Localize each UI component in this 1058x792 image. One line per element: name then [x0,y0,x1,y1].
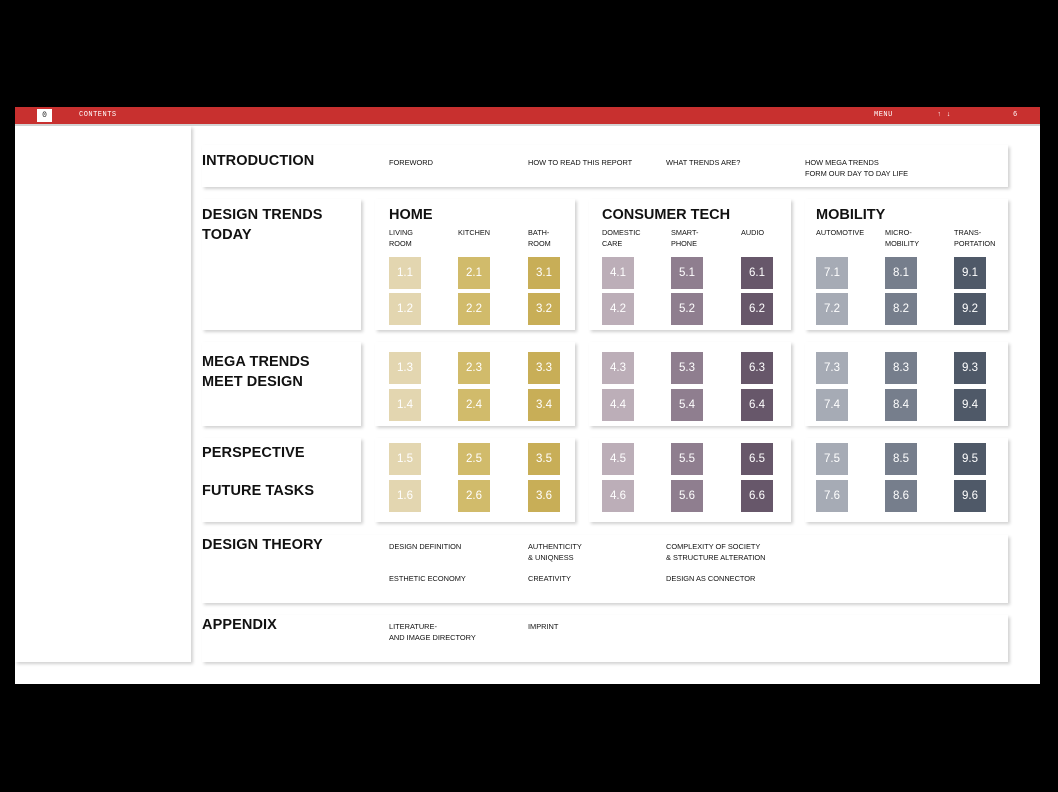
chapter-tile-8-2[interactable]: 8.2 [885,293,917,325]
link-how-mega-trends[interactable]: HOW MEGA TRENDS FORM OUR DAY TO DAY LIFE [805,158,909,178]
design-theory-row [202,535,1008,603]
menu-button[interactable]: MENU [874,111,893,119]
sub-audio[interactable]: AUDIO [741,228,765,237]
future-tasks-title[interactable]: FUTURE TASKS [202,483,315,499]
sidebar-panel [15,126,191,662]
page-number-badge[interactable]: 0 [37,109,52,122]
chapter-tile-7-6[interactable]: 7.6 [816,480,848,512]
chapter-tile-5-3[interactable]: 5.3 [671,352,703,384]
chapter-tile-7-3[interactable]: 7.3 [816,352,848,384]
chapter-tile-3-5[interactable]: 3.5 [528,443,560,475]
chapter-tile-8-4[interactable]: 8.4 [885,389,917,421]
contents-page [15,107,1040,684]
link-imprint[interactable]: IMPRINT [528,622,559,631]
sub-kitchen[interactable]: KITCHEN [458,228,491,237]
link-design-definition[interactable]: DESIGN DEFINITION [389,542,462,551]
chapter-tile-9-3[interactable]: 9.3 [954,352,986,384]
perspective-title[interactable]: PERSPECTIVE [202,445,305,461]
chapter-tile-7-1[interactable]: 7.1 [816,257,848,289]
chapter-tile-1-6[interactable]: 1.6 [389,480,421,512]
link-complexity-of-society[interactable]: COMPLEXITY OF SOCIETY & STRUCTURE ALTERATION [666,542,766,562]
mega-trends-title[interactable]: MEGA TRENDS MEET DESIGN [202,354,310,390]
chapter-tile-5-4[interactable]: 5.4 [671,389,703,421]
chapter-tile-3-3[interactable]: 3.3 [528,352,560,384]
chapter-tile-3-2[interactable]: 3.2 [528,293,560,325]
link-esthetic-economy[interactable]: ESTHETIC ECONOMY [389,574,466,583]
chapter-tile-4-5[interactable]: 4.5 [602,443,634,475]
chapter-tile-2-6[interactable]: 2.6 [458,480,490,512]
chapter-tile-1-5[interactable]: 1.5 [389,443,421,475]
sub-living-room[interactable]: LIVING ROOM [389,228,413,248]
page-count: 6 [1013,111,1018,119]
sub-domestic-care[interactable]: DOMESTIC CARE [602,228,641,248]
chapter-tile-3-4[interactable]: 3.4 [528,389,560,421]
appendix-title[interactable]: APPENDIX [202,617,277,633]
chapter-tile-8-1[interactable]: 8.1 [885,257,917,289]
appendix-row [202,615,1008,662]
chapter-tile-6-5[interactable]: 6.5 [741,443,773,475]
chapter-tile-6-2[interactable]: 6.2 [741,293,773,325]
chapter-tile-8-6[interactable]: 8.6 [885,480,917,512]
link-authenticity[interactable]: AUTHENTICITY & UNIQNESS [528,542,582,562]
introduction-row [202,145,1008,187]
nav-arrows-icon[interactable]: ↑ ↓ [937,111,952,119]
category-mobility-title[interactable]: MOBILITY [816,207,886,223]
chapter-tile-4-4[interactable]: 4.4 [602,389,634,421]
chapter-tile-8-5[interactable]: 8.5 [885,443,917,475]
chapter-tile-6-4[interactable]: 6.4 [741,389,773,421]
sub-micromobility[interactable]: MICRO- MOBILITY [885,228,920,248]
chapter-tile-2-5[interactable]: 2.5 [458,443,490,475]
chapter-tile-2-1[interactable]: 2.1 [458,257,490,289]
sub-smartphone[interactable]: SMART- PHONE [671,228,699,248]
chapter-tile-4-6[interactable]: 4.6 [602,480,634,512]
category-home-title[interactable]: HOME [389,207,433,223]
chapter-tile-4-3[interactable]: 4.3 [602,352,634,384]
link-creativity[interactable]: CREATIVITY [528,574,571,583]
link-how-to-read[interactable]: HOW TO READ THIS REPORT [528,158,633,167]
chapter-tile-7-2[interactable]: 7.2 [816,293,848,325]
chapter-tile-2-3[interactable]: 2.3 [458,352,490,384]
chapter-tile-8-3[interactable]: 8.3 [885,352,917,384]
chapter-tile-7-4[interactable]: 7.4 [816,389,848,421]
chapter-tile-1-4[interactable]: 1.4 [389,389,421,421]
chapter-tile-9-5[interactable]: 9.5 [954,443,986,475]
design-trends-today-title[interactable]: DESIGN TRENDS TODAY [202,207,323,243]
perspective-card [202,438,361,522]
sub-bathroom[interactable]: BATH- ROOM [528,228,551,248]
link-literature-directory[interactable]: LITERATURE- AND IMAGE DIRECTORY [389,622,476,642]
chapter-tile-5-6[interactable]: 5.6 [671,480,703,512]
chapter-tile-2-2[interactable]: 2.2 [458,293,490,325]
link-design-as-connector[interactable]: DESIGN AS CONNECTOR [666,574,756,583]
design-trends-today-card [202,199,361,330]
chapter-tile-5-5[interactable]: 5.5 [671,443,703,475]
chapter-tile-5-2[interactable]: 5.2 [671,293,703,325]
chapter-tile-6-1[interactable]: 6.1 [741,257,773,289]
sub-automotive[interactable]: AUTOMOTIVE [816,228,865,237]
chapter-tile-9-6[interactable]: 9.6 [954,480,986,512]
chapter-tile-1-2[interactable]: 1.2 [389,293,421,325]
sub-transportation[interactable]: TRANS- PORTATION [954,228,996,248]
chapter-tile-9-1[interactable]: 9.1 [954,257,986,289]
category-consumer-tech-title[interactable]: CONSUMER TECH [602,207,731,223]
chapter-tile-4-1[interactable]: 4.1 [602,257,634,289]
chapter-tile-6-6[interactable]: 6.6 [741,480,773,512]
chapter-tile-4-2[interactable]: 4.2 [602,293,634,325]
chapter-tile-7-5[interactable]: 7.5 [816,443,848,475]
chapter-tile-9-4[interactable]: 9.4 [954,389,986,421]
chapter-tile-1-1[interactable]: 1.1 [389,257,421,289]
chapter-tile-3-1[interactable]: 3.1 [528,257,560,289]
chapter-tile-9-2[interactable]: 9.2 [954,293,986,325]
chapter-tile-3-6[interactable]: 3.6 [528,480,560,512]
link-foreword[interactable]: FOREWORD [389,158,433,167]
link-what-trends-are[interactable]: WHAT TRENDS ARE? [666,158,741,167]
chapter-tile-2-4[interactable]: 2.4 [458,389,490,421]
chapter-tile-1-3[interactable]: 1.3 [389,352,421,384]
top-bar [15,107,1040,126]
chapter-tile-5-1[interactable]: 5.1 [671,257,703,289]
design-theory-title[interactable]: DESIGN THEORY [202,537,323,553]
contents-label[interactable]: CONTENTS [79,111,117,119]
mega-trends-card [202,342,361,426]
chapter-tile-6-3[interactable]: 6.3 [741,352,773,384]
introduction-title[interactable]: INTRODUCTION [202,153,315,169]
